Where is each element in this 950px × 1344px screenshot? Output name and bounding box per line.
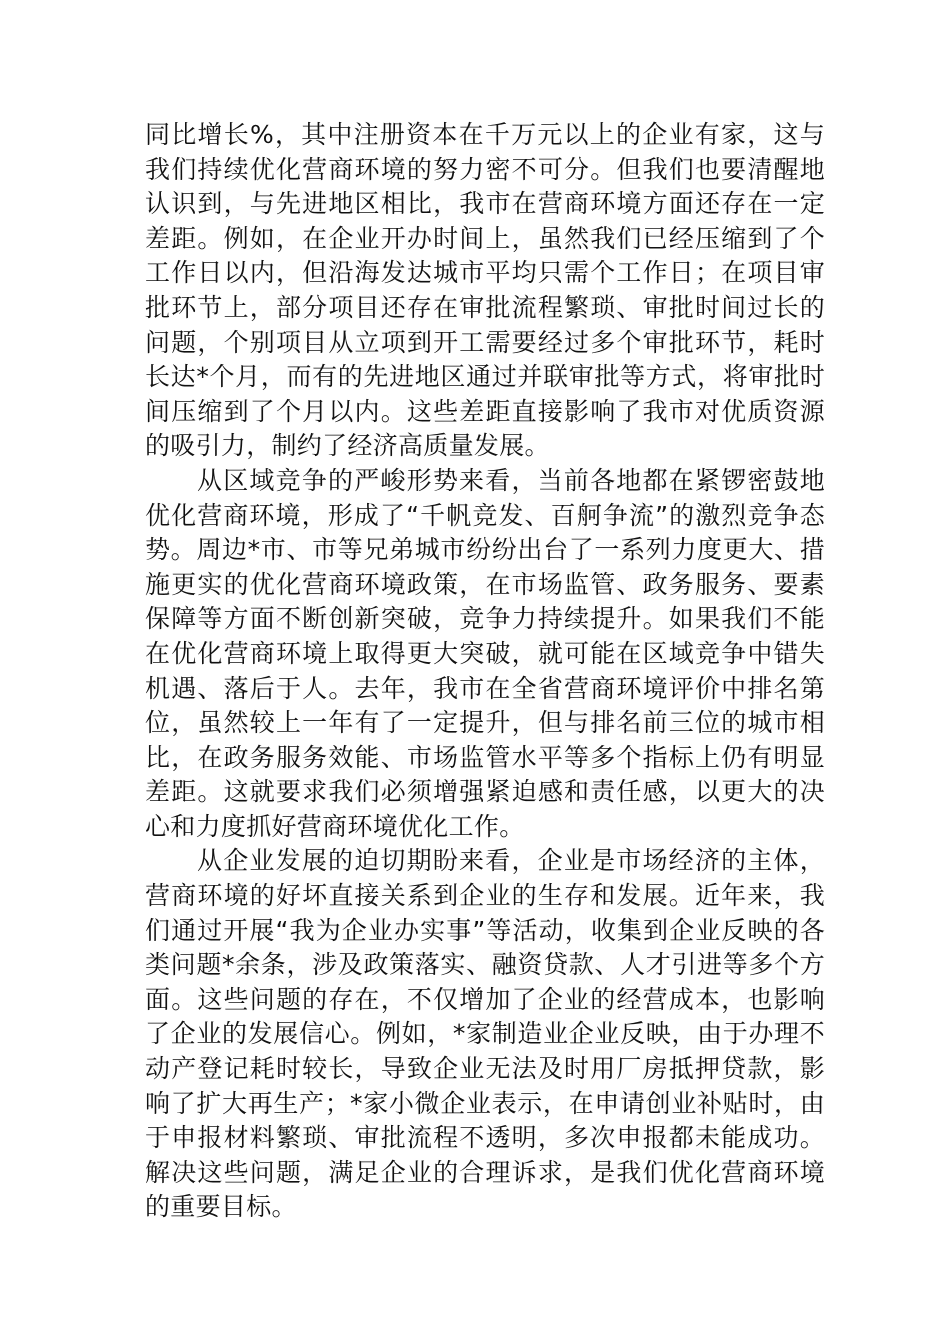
paragraph-enterprise-development: 从企业发展的迫切期盼来看，企业是市场经济的主体，营商环境的好坏直接关系到企业的生存和发展。近年来，我们通过开展“我为企业办实事”等活动，收集到企业反映的各类问题*余条，涉及政策落实、融资贷款、人才引进等多个方面。这些问题的存在，不仅增加了企业的经营成本，也影响了企业的发展信心。例如，*家制造业企业反映，由于办理不动产登记耗时较长，导致企业无法及时用厂房抵押贷款，影响了扩大再生产；*家小微企业表示，在申请创业补贴时，由于申报材料繁琐、审批流程不透明，多次申报都未能成功。解决这些问题，满足企业的合理诉求，是我们优化营商环境的重要目标。 — [145, 846, 825, 1222]
document-body — [145, 118, 825, 1225]
paragraph-continued: 同比增长%，其中注册资本在千万元以上的企业有家，这与我们持续优化营商环境的努力密不可分。但我们也要清醒地认识到，与先进地区相比，我市在营商环境方面还存在一定差距。例如，在企业开办时间上，虽然我们已经压缩到了个工作日以内，但沿海发达城市平均只需个工作日；在项目审批环节上，部分项目还存在审批流程繁琐、审批时间过长的问题，个别项目从立项到开工需要经过多个审批环节，耗时长达*个月，而有的先进地区通过并联审批等方式，将审批时间压缩到了个月以内。这些差距直接影响了我市对优质资源的吸引力，制约了经济高质量发展。 — [145, 120, 825, 461]
paragraph-regional-competition: 从区域竞争的严峻形势来看，当前各地都在紧锣密鼓地优化营商环境，形成了“千帆竞发、百舸争流”的激烈竞争态势。周边*市、市等兄弟城市纷纷出台了一系列力度更大、措施更实的优化营商环境政策，在市场监管、政务服务、要素保障等方面不断创新突破，竞争力持续提升。如果我们不能在优化营商环境上取得更大突破，就可能在区域竞争中错失机遇、落后于人。去年，我市在全省营商环境评价中排名第位，虽然较上一年有了一定提升，但与排名前三位的城市相比，在政务服务效能、市场监管水平等多个指标上仍有明显差距。这就要求我们必须增强紧迫感和责任感，以更大的决心和力度抓好营商环境优化工作。 — [145, 465, 825, 841]
